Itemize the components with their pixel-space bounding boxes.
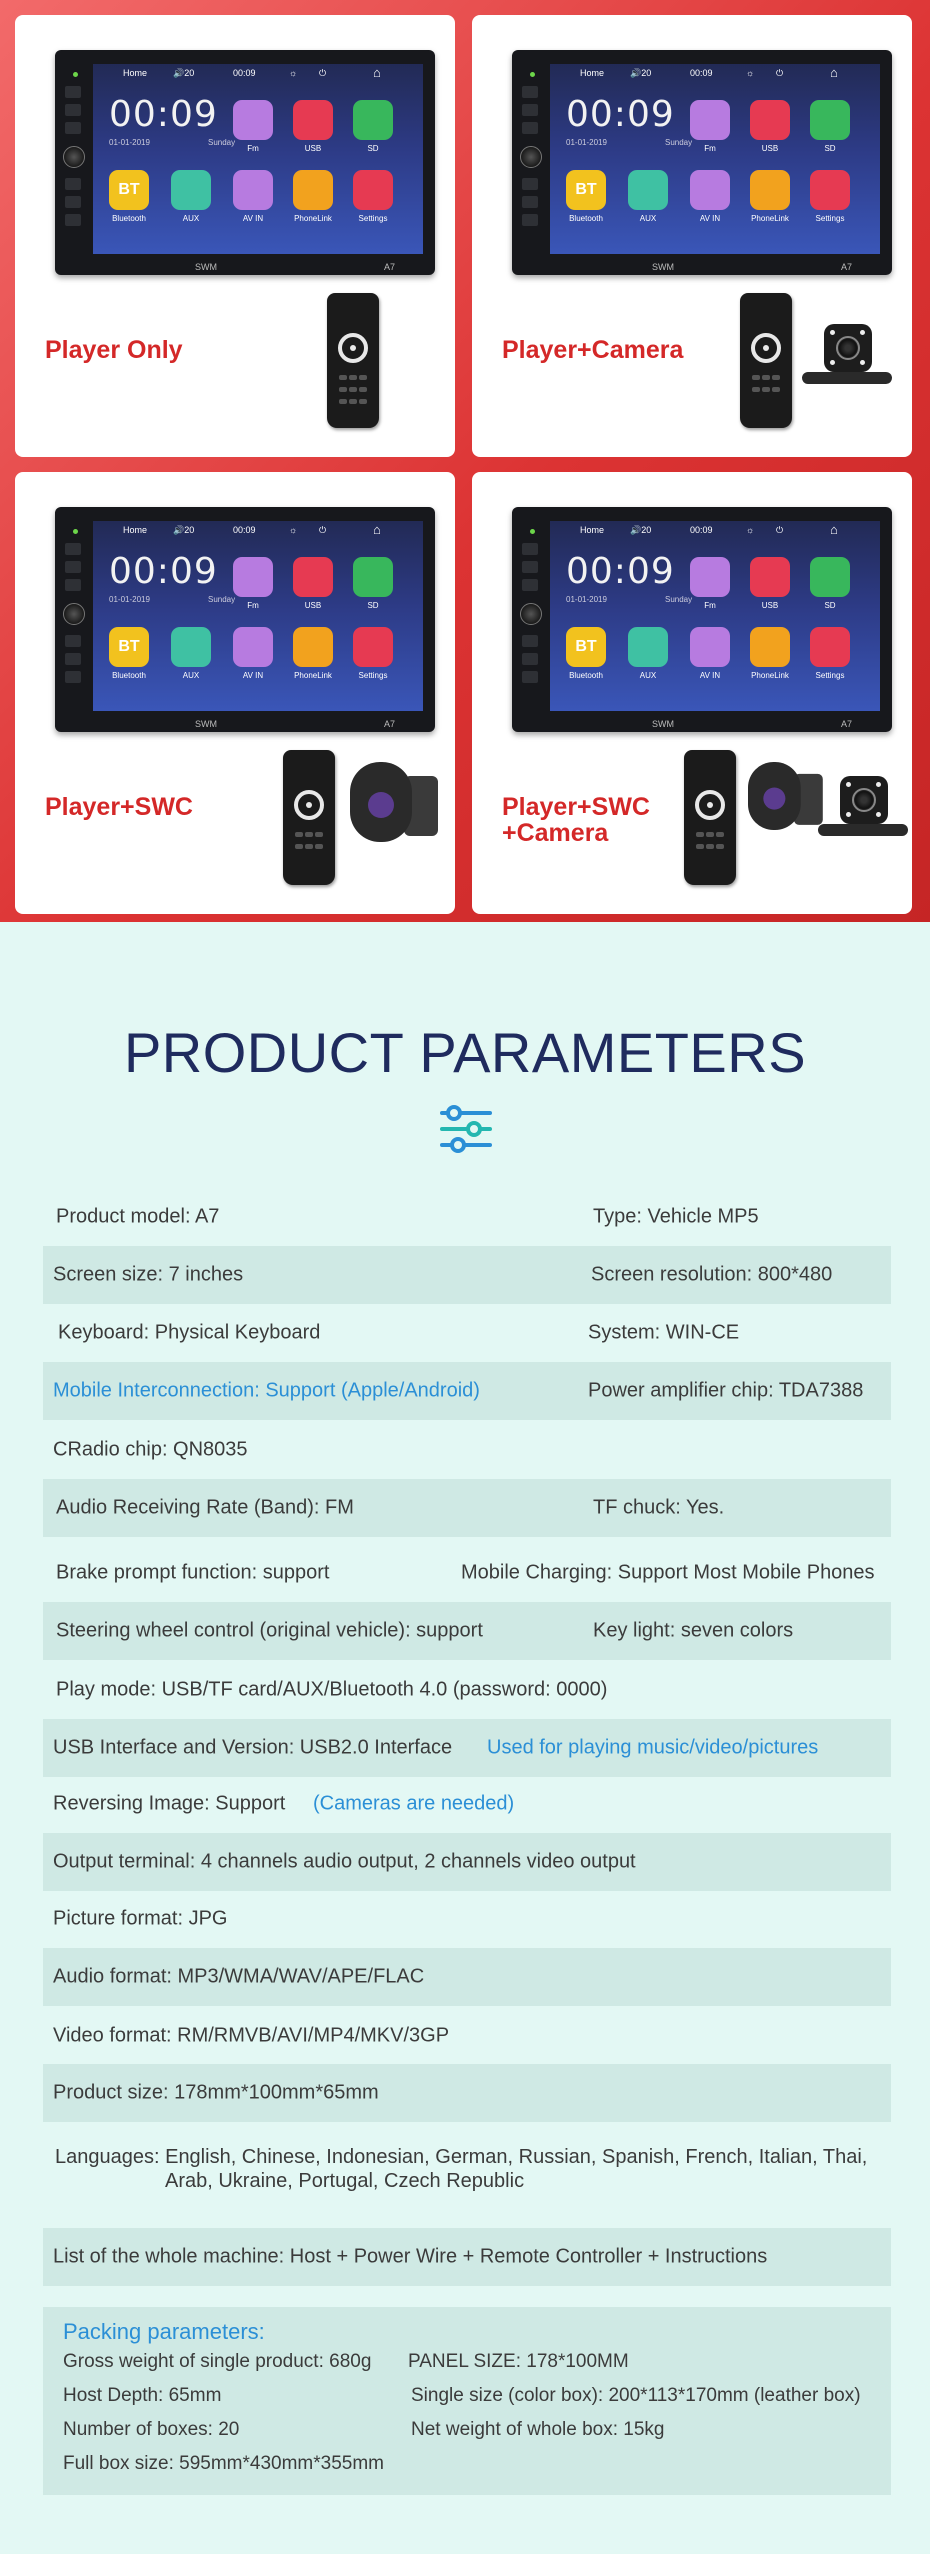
volume-knob — [520, 146, 542, 168]
brightness-icon: ☼ — [289, 525, 298, 535]
param-row: Audio format: MP3/WMA/WAV/APE/FLAC — [43, 1948, 891, 2006]
radio-icon — [690, 557, 730, 597]
param-row: Brake prompt function: support Mobile Charging: Support Most Mobile Phones — [56, 1561, 875, 1584]
settings-icon — [810, 170, 850, 210]
phonelink-icon — [750, 170, 790, 210]
av-in-icon — [233, 170, 273, 210]
steering-wheel-controller-image — [748, 762, 823, 839]
phonelink-icon — [293, 170, 333, 210]
param-row: Screen size: 7 inches Screen resolution: 800*480 — [43, 1246, 891, 1304]
remote-control-image — [684, 750, 736, 885]
aux-icon — [171, 170, 211, 210]
led-indicator — [73, 72, 78, 77]
aux-icon — [628, 170, 668, 210]
bluetooth-icon: BT — [109, 627, 149, 667]
brightness-icon: ☼ — [289, 68, 298, 78]
languages-text: Languages: English, Chinese, Indonesian, German, Russian, Spanish, French, Italian, Thai, Arab, Ukraine, Portugal, Czech Republic — [55, 2146, 868, 2192]
phonelink-icon — [750, 627, 790, 667]
av-in-icon — [690, 627, 730, 667]
aux-icon — [171, 627, 211, 667]
home-icon: ⌂ — [830, 522, 838, 537]
param-row: Output terminal: 4 channels audio output, 2 channels video output — [43, 1833, 891, 1891]
volume-knob — [63, 603, 85, 625]
variant-caption: Player+Camera — [502, 336, 684, 364]
variant-card-player-camera — [472, 15, 912, 457]
param-row: Mobile Interconnection: Support (Apple/Android) Power amplifier chip: TDA7388 — [43, 1362, 891, 1420]
sd-card-icon — [353, 100, 393, 140]
sd-card-icon — [810, 100, 850, 140]
volume-knob — [63, 146, 85, 168]
variant-card-player-only — [15, 15, 455, 457]
sd-card-icon — [353, 557, 393, 597]
page-title: PRODUCT PARAMETERS — [123, 1021, 807, 1084]
usb-icon — [293, 557, 333, 597]
rear-camera-image — [802, 320, 892, 400]
phonelink-icon — [293, 627, 333, 667]
radio-icon — [233, 100, 273, 140]
steering-wheel-controller-image — [350, 762, 438, 852]
head-unit-screen: Home 🔊20 00:09 ☼ ⏻ ⌂ 00:09 01-01-2019 Sunday Fm USB SD BT Bluetooth AUX AV IN PhoneLink Settings — [550, 64, 880, 254]
variant-caption: Player Only — [45, 336, 183, 364]
head-unit-screen: Home 🔊20 00:09 ☼ ⏻ ⌂ 00:09 01-01-2019 Sunday Fm USB SD BT Bluetooth AUX AV IN PhoneLink Settings — [93, 64, 423, 254]
param-row: Play mode: USB/TF card/AUX/Bluetooth 4.0 (password: 0000) — [56, 1678, 608, 1701]
home-icon: ⌂ — [373, 522, 381, 537]
av-in-icon — [233, 627, 273, 667]
remote-control-image — [327, 293, 379, 428]
param-row: Product size: 178mm*100mm*65mm — [43, 2064, 891, 2122]
sd-card-icon — [810, 557, 850, 597]
param-row: CRadio chip: QN8035 — [53, 1438, 248, 1461]
usb-icon — [750, 100, 790, 140]
home-icon: ⌂ — [373, 65, 381, 80]
usb-icon — [293, 100, 333, 140]
variant-caption: Player+SWC — [45, 793, 193, 821]
home-icon: ⌂ — [830, 65, 838, 80]
power-icon: ⏻ — [776, 525, 784, 535]
variant-card-player-swc — [15, 472, 455, 914]
param-row: Picture format: JPG — [53, 1907, 228, 1930]
radio-icon — [233, 557, 273, 597]
power-icon: ⏻ — [319, 68, 327, 78]
packing-heading: Packing parameters: — [63, 2319, 265, 2344]
settings-icon — [353, 170, 393, 210]
sliders-icon — [440, 1105, 492, 1155]
aux-icon — [628, 627, 668, 667]
bluetooth-icon: BT — [109, 170, 149, 210]
rear-camera-image — [818, 772, 908, 852]
head-unit-image: Home 🔊20 00:09 ☼ ⏻ ⌂ 00:09 01-01-2019 Sunday Fm USB SD BT Bluetooth AUX AV IN PhoneLink Settings SWM A7 — [55, 507, 435, 732]
radio-icon — [690, 100, 730, 140]
head-unit-image: Home 🔊20 00:09 ☼ ⏻ ⌂ 00:09 01-01-2019 Sunday Fm USB SD BT Bluetooth AUX AV IN PhoneLink Settings SWM A7 — [512, 50, 892, 275]
param-row: List of the whole machine: Host + Power Wire + Remote Controller + Instructions — [43, 2228, 891, 2286]
head-unit-image: Home 🔊20 00:09 ☼ ⏻ ⌂ 00:09 01-01-2019 Sunday Fm USB SD BT Bluetooth AUX AV IN PhoneLink Settings SWM A7 — [55, 50, 435, 275]
brightness-icon: ☼ — [746, 68, 755, 78]
volume-knob — [520, 603, 542, 625]
brightness-icon: ☼ — [746, 525, 755, 535]
head-unit-screen: Home 🔊20 00:09 ☼ ⏻ ⌂ 00:09 01-01-2019 Sunday Fm USB SD BT Bluetooth AUX AV IN PhoneLink Settings — [550, 521, 880, 711]
variant-card-player-swc-camera — [472, 472, 912, 914]
variant-caption: Player+SWC +Camera — [502, 793, 650, 848]
param-row: Audio Receiving Rate (Band): FM TF chuck: Yes. — [43, 1479, 891, 1537]
param-row: Product model: A7 Type: Vehicle MP5 — [56, 1205, 759, 1228]
bluetooth-icon: BT — [566, 627, 606, 667]
av-in-icon — [690, 170, 730, 210]
param-row: Keyboard: Physical Keyboard System: WIN-CE — [58, 1321, 740, 1344]
param-row: Video format: RM/RMVB/AVI/MP4/MKV/3GP — [53, 2024, 450, 2047]
param-row: USB Interface and Version: USB2.0 Interface Used for playing music/video/pictures — [43, 1719, 891, 1777]
settings-icon — [353, 627, 393, 667]
head-unit-image: Home 🔊20 00:09 ☼ ⏻ ⌂ 00:09 01-01-2019 Sunday Fm USB SD BT Bluetooth AUX AV IN PhoneLink Settings SWM A7 — [512, 507, 892, 732]
param-row: Reversing Image: Support (Cameras are needed) — [53, 1792, 515, 1815]
head-unit-screen: Home 🔊20 00:09 ☼ ⏻ ⌂ 00:09 01-01-2019 Sunday Fm USB SD BT Bluetooth AUX AV IN PhoneLink Settings — [93, 521, 423, 711]
power-icon: ⏻ — [319, 525, 327, 535]
packing-parameters-box: Packing parameters: Gross weight of single product: 680g PANEL SIZE: 178*100MM Host Depth: 65mm Single size (color box): 200*113*170mm (leather box) Number of boxes: 20 Net weight of whole box: 15kg Full box size: 595mm*430mm*355mm — [43, 2307, 891, 2495]
bluetooth-icon: BT — [566, 170, 606, 210]
remote-control-image — [740, 293, 792, 428]
power-icon: ⏻ — [776, 68, 784, 78]
usb-icon — [750, 557, 790, 597]
product-variants-banner — [0, 0, 930, 922]
param-row: Steering wheel control (original vehicle): support Key light: seven colors — [43, 1602, 891, 1660]
settings-icon — [810, 627, 850, 667]
remote-control-image — [283, 750, 335, 885]
